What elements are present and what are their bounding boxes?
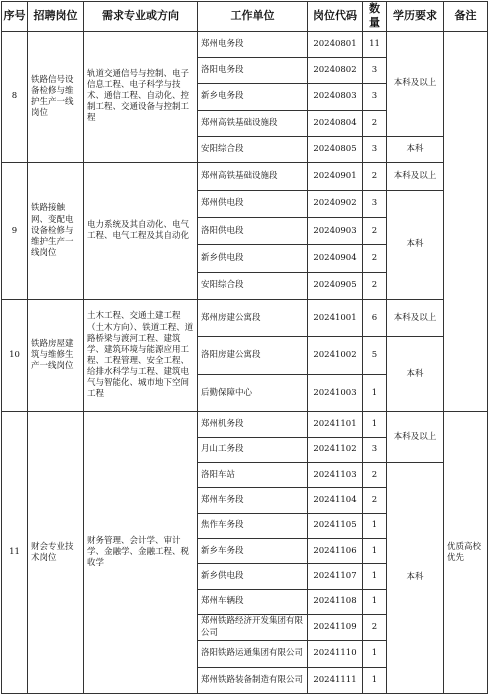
group-number: 10: [2, 299, 28, 411]
quantity: 11: [363, 31, 387, 57]
work-unit: 郑州供电段: [198, 190, 308, 217]
work-unit: 新乡供电段: [198, 245, 308, 272]
quantity: 2: [363, 163, 387, 190]
post-code: 20240805: [308, 136, 363, 162]
work-unit: 后勤保障中心: [198, 374, 308, 411]
work-unit: 郑州车务段: [198, 488, 308, 513]
major-requirement: 轨道交通信号与控制、电子信息工程、电子科学与技术、通信工程、自动化、控制工程、交通设备与控制工程: [84, 31, 198, 163]
header-major: 需求专业或方向: [84, 2, 198, 32]
work-unit: 郑州高铁基础设施段: [198, 163, 308, 190]
work-unit: 安阳综合段: [198, 272, 308, 299]
header-qty: 数量: [363, 2, 387, 32]
education-requirement: 本科及以上: [387, 31, 444, 136]
work-unit: 洛阳房建公寓段: [198, 337, 308, 374]
post-name: 铁路房屋建筑与维修生产一线岗位: [28, 299, 84, 411]
quantity: 2: [363, 488, 387, 513]
quantity: 3: [363, 190, 387, 217]
header-code: 岗位代码: [308, 2, 363, 32]
post-code: 20241002: [308, 337, 363, 374]
post-code: 20240802: [308, 57, 363, 83]
quantity: 1: [363, 589, 387, 614]
quantity: 3: [363, 136, 387, 162]
work-unit: 洛阳车站: [198, 462, 308, 487]
quantity: 1: [363, 412, 387, 437]
work-unit: 郑州电务段: [198, 31, 308, 57]
quantity: 2: [363, 614, 387, 640]
quantity: 2: [363, 110, 387, 136]
work-unit: 郑州机务段: [198, 412, 308, 437]
post-name: 财会专业技术岗位: [28, 412, 84, 694]
post-code: 20241001: [308, 299, 363, 336]
quantity: 6: [363, 299, 387, 336]
table-row: [2, 163, 488, 190]
work-unit: 郑州车辆段: [198, 589, 308, 614]
work-unit: 月山工务段: [198, 437, 308, 462]
major-requirement: 土木工程、交通土建工程（土木方向）、铁道工程、道路桥梁与渡河工程、建筑学、建筑环境与能源应用工程、工程管理、安全工程、给排水科学与工程、建筑电气与智能化、城市地下空间工程: [84, 299, 198, 411]
quantity: 2: [363, 245, 387, 272]
header-remark: 备注: [444, 2, 488, 32]
post-code: 20240903: [308, 217, 363, 244]
quantity: 1: [363, 513, 387, 538]
post-code: 20240803: [308, 84, 363, 110]
post-code: 20240901: [308, 163, 363, 190]
education-requirement: 本科: [387, 136, 444, 162]
quantity: 2: [363, 462, 387, 487]
quantity: 3: [363, 84, 387, 110]
work-unit: 安阳综合段: [198, 136, 308, 162]
work-unit: 新乡电务段: [198, 84, 308, 110]
quantity: 1: [363, 641, 387, 667]
post-code: 20241110: [308, 641, 363, 667]
work-unit: 新乡供电段: [198, 564, 308, 589]
post-code: 20241107: [308, 564, 363, 589]
group-number: 9: [2, 163, 28, 300]
table-row: [2, 31, 488, 57]
quantity: 1: [363, 667, 387, 693]
quantity: 5: [363, 337, 387, 374]
post-code: 20241106: [308, 538, 363, 563]
work-unit: 郑州铁路经济开发集团有限公司: [198, 614, 308, 640]
post-name: 铁路接触网、变配电设备检修与维护生产一线岗位: [28, 163, 84, 300]
quantity: 1: [363, 374, 387, 411]
education-requirement: 本科及以上: [387, 299, 444, 336]
post-code: 20241108: [308, 589, 363, 614]
quantity: 2: [363, 272, 387, 299]
post-code: 20241111: [308, 667, 363, 693]
post-code: 20241102: [308, 437, 363, 462]
post-code: 20241103: [308, 462, 363, 487]
work-unit: 焦作车务段: [198, 513, 308, 538]
post-code: 20240801: [308, 31, 363, 57]
post-name: 铁路信号设备检修与维护生产一线岗位: [28, 31, 84, 163]
work-unit: 郑州铁路装备制造有限公司: [198, 667, 308, 693]
work-unit: 郑州房建公寓段: [198, 299, 308, 336]
header-post: 招聘岗位: [28, 2, 84, 32]
group-number: 8: [2, 31, 28, 163]
education-requirement: 本科: [387, 337, 444, 412]
education-requirement: 本科: [387, 190, 444, 299]
post-code: 20241104: [308, 488, 363, 513]
post-code: 20240905: [308, 272, 363, 299]
recruitment-table: [1, 1, 488, 694]
work-unit: 新乡车务段: [198, 538, 308, 563]
post-code: 20241101: [308, 412, 363, 437]
post-code: 20241105: [308, 513, 363, 538]
work-unit: 洛阳铁路运通集团有限公司: [198, 641, 308, 667]
table-row: [2, 299, 488, 336]
education-requirement: 本科及以上: [387, 412, 444, 463]
quantity: 3: [363, 437, 387, 462]
post-code: 20240902: [308, 190, 363, 217]
post-code: 20240804: [308, 110, 363, 136]
quantity: 1: [363, 564, 387, 589]
post-code: 20241003: [308, 374, 363, 411]
work-unit: 郑州高铁基础设施段: [198, 110, 308, 136]
header-edu: 学历要求: [387, 2, 444, 32]
quantity: 1: [363, 538, 387, 563]
post-code: 20240904: [308, 245, 363, 272]
quantity: 2: [363, 217, 387, 244]
work-unit: 洛阳电务段: [198, 57, 308, 83]
table-row: [2, 412, 488, 437]
header-unit: 工作单位: [198, 2, 308, 32]
header-no: 序号: [2, 2, 28, 32]
education-requirement: 本科: [387, 462, 444, 693]
header-row: [2, 2, 488, 32]
education-requirement: 本科及以上: [387, 163, 444, 190]
quantity: 3: [363, 57, 387, 83]
major-requirement: 电力系统及其自动化、电气工程、电气工程及其自动化: [84, 163, 198, 300]
work-unit: 洛阳供电段: [198, 217, 308, 244]
remark: 优质高校优先: [444, 412, 488, 694]
major-requirement: 财务管理、会计学、审计学、金融学、金融工程、税收学: [84, 412, 198, 694]
group-number: 11: [2, 412, 28, 694]
post-code: 20241109: [308, 614, 363, 640]
remark-empty: [444, 31, 488, 412]
